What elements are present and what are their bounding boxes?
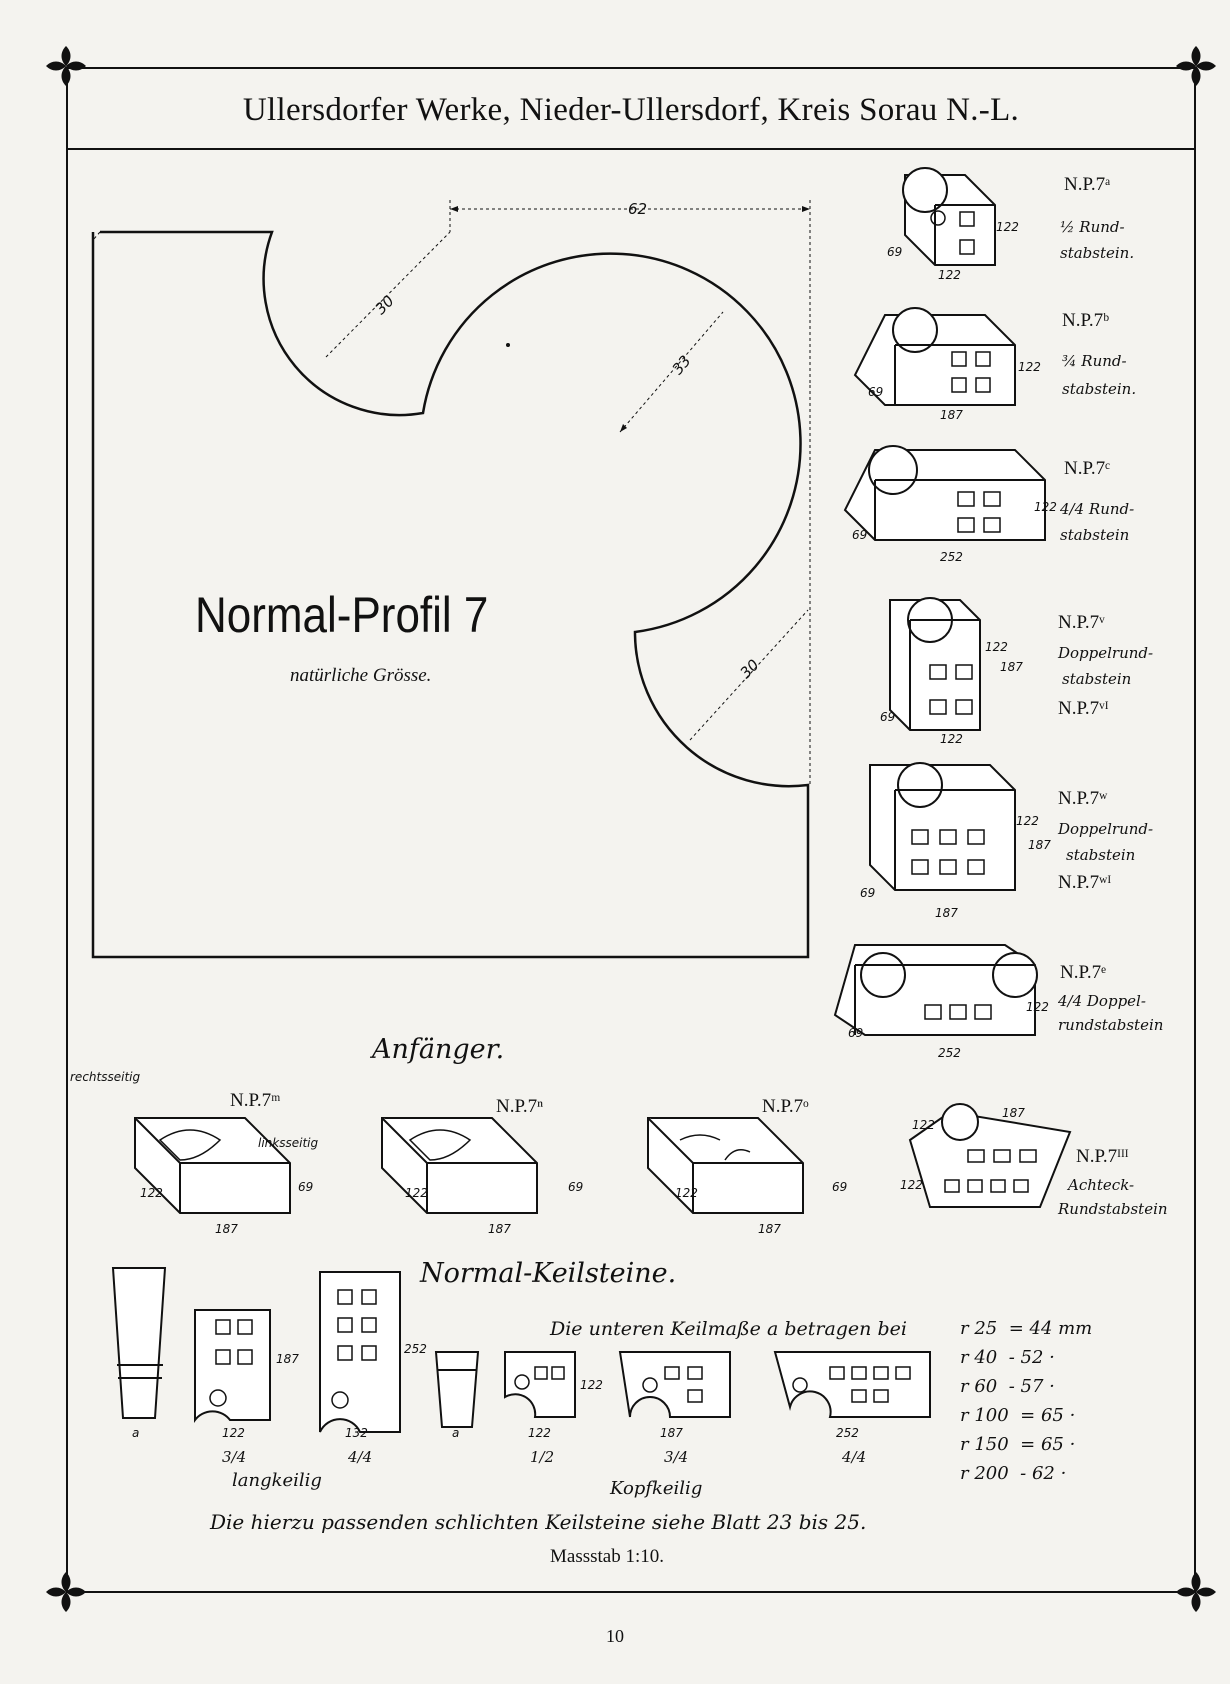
anf-iii-dim-b: 187 [1002,1106,1025,1120]
anf-n-dim-a: 122 [405,1186,428,1200]
brick-v-desc1: Doppelrund- [1058,644,1154,662]
brick-e-dim-h: 122 [1026,1000,1049,1014]
page-number: 10 [606,1626,624,1646]
brick-e-code: N.P.7ᵉ [1060,962,1107,983]
anf-iii-dim-a: 122 [912,1118,935,1132]
profile-title: Normal-Profil 7 [195,587,489,643]
footnote: Die hierzu passenden schlichten Keilsteine siehe Blatt 23 bis 25. [210,1510,867,1534]
keil-dim-187-2: 187 [660,1426,683,1440]
keil-fraction-2: 4/4 [348,1448,373,1466]
wedge-v: = 65 · [1020,1434,1076,1455]
brick-w-dim-w: 187 [935,906,958,920]
brick-b-dim-d: 69 [868,385,884,399]
brick-v-dim-d: 69 [880,710,896,724]
keil-dim-122-3: 122 [580,1378,603,1392]
brick-c-dim-d: 69 [852,528,868,542]
wedge-v: = 65 · [1020,1405,1076,1426]
anf-m-dim-c: 69 [298,1180,314,1194]
keil-fraction-3: 1/2 [530,1448,555,1466]
keil-fraction-4: 3/4 [664,1448,689,1466]
brick-b-dim-h: 122 [1018,360,1041,374]
anf-m-code: N.P.7ᵐ [230,1090,281,1111]
wedge-r: r 200 [960,1463,1009,1484]
brick-w-code2: N.P.7ʷᴵ [1058,872,1112,893]
dim-radius-2: 33 [668,351,695,379]
anf-n-dim-c: 69 [568,1180,584,1194]
brick-w-dim-h: 122 [1016,814,1039,828]
wedge-row [960,1318,1092,1347]
wedge-v: - 62 · [1020,1463,1067,1484]
keil-dim-122-1: 122 [222,1426,245,1440]
wedge-v: = 44 mm [1008,1318,1093,1339]
brick-w-dim-h2: 187 [1028,838,1051,852]
keil-dim-122-2: 122 [528,1426,551,1440]
anf-m-dim-a: 122 [140,1186,163,1200]
dim-radius-1: 30 [371,291,398,319]
wedge-v: - 57 · [1008,1376,1055,1397]
wedge-note: Die unteren Keilmaße a betragen bei [550,1318,907,1340]
brick-a-desc2: stabstein. [1060,244,1135,262]
keil-dim-a-1: a [132,1426,140,1440]
anf-iii-desc2: Rundstabstein [1058,1200,1168,1218]
brick-a-desc1: ½ Rund- [1060,218,1125,236]
anf-n-code: N.P.7ⁿ [496,1096,544,1117]
wedge-row [960,1434,1092,1463]
brick-c-code: N.P.7ᶜ [1064,458,1111,479]
wedge-r: r 40 [960,1347,998,1368]
keil-group-kopfkeilig: Kopfkeilig [610,1478,703,1499]
anf-o-dim-c: 69 [832,1180,848,1194]
page-header: Ullersdorfer Werke, Nieder-Ullersdorf, Kreis Sorau N.-L. [242,92,1020,128]
anf-o-dim-b: 187 [758,1222,781,1236]
brick-b-desc2: stabstein. [1062,380,1137,398]
brick-w-desc1: Doppelrund- [1058,820,1154,838]
anfaenger-title: Anfänger. [372,1034,505,1065]
brick-b-dim-w: 187 [940,408,963,422]
keil-dim-252-2: 252 [836,1426,859,1440]
brick-v-dim-h2: 187 [1000,660,1023,674]
brick-c-dim-h: 122 [1034,500,1057,514]
anf-iii-desc1: Achteck- [1068,1176,1135,1194]
brick-a-dim-d: 69 [887,245,903,259]
keil-dim-187-1: 187 [276,1352,299,1366]
dim-width: 62 [628,200,648,218]
wedge-r: r 150 [960,1434,1009,1455]
brick-c-desc1: 4/4 Rund- [1060,500,1135,518]
brick-v-desc2: stabstein [1062,670,1132,688]
wedge-r: r 60 [960,1376,998,1397]
wedge-table [960,1318,1092,1492]
anf-iii-code: N.P.7ᴵᴵᴵ [1076,1146,1129,1167]
keil-dim-132: 132 [345,1426,368,1440]
keil-fraction-5: 4/4 [842,1448,867,1466]
anf-m-note-right: linksseitig [258,1136,319,1150]
keil-fraction-1: 3/4 [222,1448,247,1466]
keil-dim-252-1: 252 [404,1342,427,1356]
wedge-r: r 25 [960,1318,998,1339]
brick-w-desc2: stabstein [1066,846,1136,864]
brick-v-code: N.P.7ᵛ [1058,612,1105,633]
brick-v-code2: N.P.7ᵛᴵ [1058,698,1109,719]
anf-m-note-left: rechtsseitig [70,1070,141,1084]
brick-e-dim-d: 69 [848,1026,864,1040]
brick-v-dim-w: 122 [940,732,963,746]
profile-subtitle: natürliche Grösse. [290,665,432,686]
brick-a-dim-h: 122 [996,220,1019,234]
brick-w-code: N.P.7ʷ [1058,788,1108,809]
wedge-row [960,1463,1092,1492]
keil-group-langkeilig: langkeilig [232,1470,322,1491]
brick-c-dim-w: 252 [940,550,963,564]
brick-e-dim-w: 252 [938,1046,961,1060]
brick-e-desc1: 4/4 Doppel- [1058,992,1146,1010]
anf-iii-dim-c: 122 [900,1178,923,1192]
wedge-v: - 52 · [1008,1347,1055,1368]
brick-a-code: N.P.7ᵃ [1064,174,1111,195]
keil-dim-a-2: a [452,1426,460,1440]
brick-w-dim-d: 69 [860,886,876,900]
brick-v-dim-h: 122 [985,640,1008,654]
anf-o-dim-a: 122 [675,1186,698,1200]
scale-note: Massstab 1:10. [550,1546,664,1567]
brick-c-desc2: stabstein [1060,526,1130,544]
anf-m-dim-b: 187 [215,1222,238,1236]
brick-b-desc1: ¾ Rund- [1062,352,1127,370]
anf-o-code: N.P.7ᵒ [762,1096,809,1117]
wedge-row [960,1376,1092,1405]
brick-e-desc2: rundstabstein [1058,1016,1164,1034]
brick-b-code: N.P.7ᵇ [1062,310,1110,331]
dim-radius-3: 30 [736,655,763,683]
brick-a-dim-w: 122 [938,268,961,282]
wedge-row [960,1347,1092,1376]
anf-n-dim-b: 187 [488,1222,511,1236]
keilsteine-title: Normal-Keilsteine. [420,1258,677,1289]
wedge-row [960,1405,1092,1434]
wedge-r: r 100 [960,1405,1009,1426]
